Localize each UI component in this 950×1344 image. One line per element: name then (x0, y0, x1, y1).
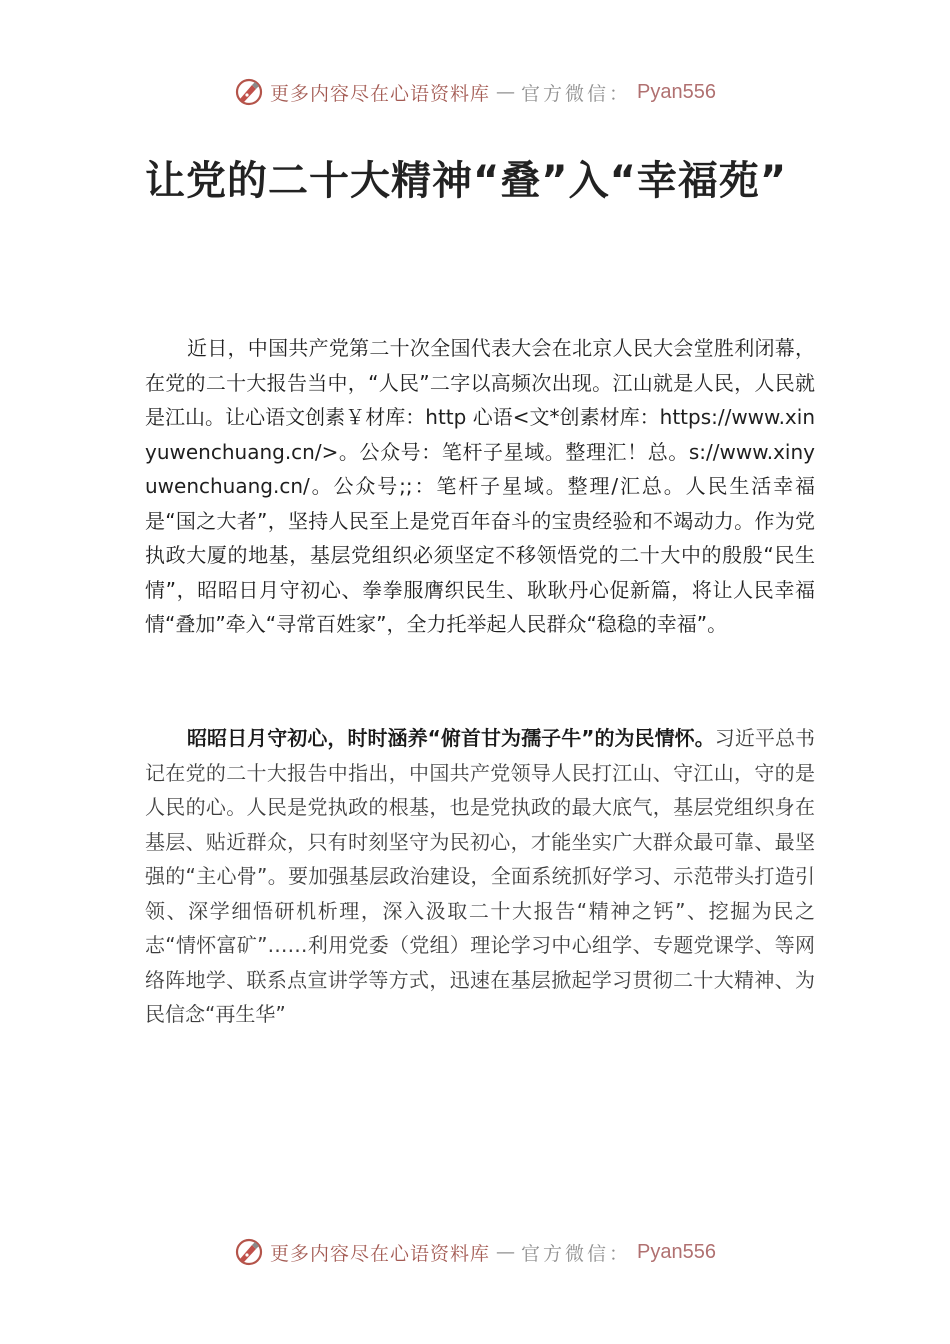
banner-dash: — (496, 1241, 516, 1263)
paragraph-2-lead: 昭昭日月守初心，时时涵养“俯首甘为孺子牛”的为民情怀。 (187, 726, 715, 750)
banner-wechat-label: 官方微信： (521, 82, 632, 105)
article-title: 让党的二十大精神“叠”入“幸福苑” (145, 158, 788, 204)
article-paragraph-2 (145, 721, 815, 1032)
banner-title: 更多内容尽在心语资料库 (270, 1242, 491, 1265)
banner-title: 更多内容尽在心语资料库 (270, 82, 491, 105)
footer-banner (0, 1232, 950, 1272)
header-banner (0, 72, 950, 112)
pen-nib-logo-icon (234, 77, 264, 107)
banner-wechat-id: Pyan556 (637, 1240, 716, 1263)
banner-wechat-id: Pyan556 (637, 80, 716, 103)
paragraph-2-body: 习近平总书记在党的二十大报告中指出，中国共产党领导人民打江山、守江山，守的是人民的心。人民是党执政的根基，也是党执政的最大底气，基层党组织身在基层、贴近群众，只有时刻坚守为民初心，才能坐实广大群众最可靠、最坚强的“主心骨”。要加强基层政治建设，全面系统抓好学习、示范带头打造引领、深学细悟研机析理，深入汲取二十大报告“精神之钙”、挖掘为民之志“情怀富矿”……利用党委（党组）理论学习中心组学、专题党课学、等网络阵地学、联系点宣讲学等方式，迅速在基层掀起学习贯彻二十大精神、为民信念“再生华” (145, 726, 816, 1026)
article-paragraph-1: 近日，中国共产党第二十次全国代表大会在北京人民大会堂胜利闭幕，在党的二十大报告当中，“人民”二字以高频次出现。江山就是人民，人民就是江山。让心语文创素￥材库：http 心语<文*创素材库：https://www.xinyuwenchuang.cn/>。公众号：笔杆子星域。整理汇！总。s://www.xinyuwenchuang.cn/。公众号;;：笔杆子星域。整理/汇总。人民生活幸福是“国之大者”，坚持人民至上是党百年奋斗的宝贵经验和不竭动力。作为党执政大厦的地基，基层党组织必须坚定不移领悟党的二十大中的殷殷“民生情”，昭昭日月守初心、拳拳服膺织民生、耿耿丹心促新篇，将让人民幸福情“叠加”牵入“寻常百姓家”，全力托举起人民群众“稳稳的幸福”。 (145, 336, 815, 636)
banner-wechat-label: 官方微信： (521, 1242, 632, 1265)
pen-nib-logo-icon (234, 1237, 264, 1267)
banner-dash: — (496, 81, 516, 103)
